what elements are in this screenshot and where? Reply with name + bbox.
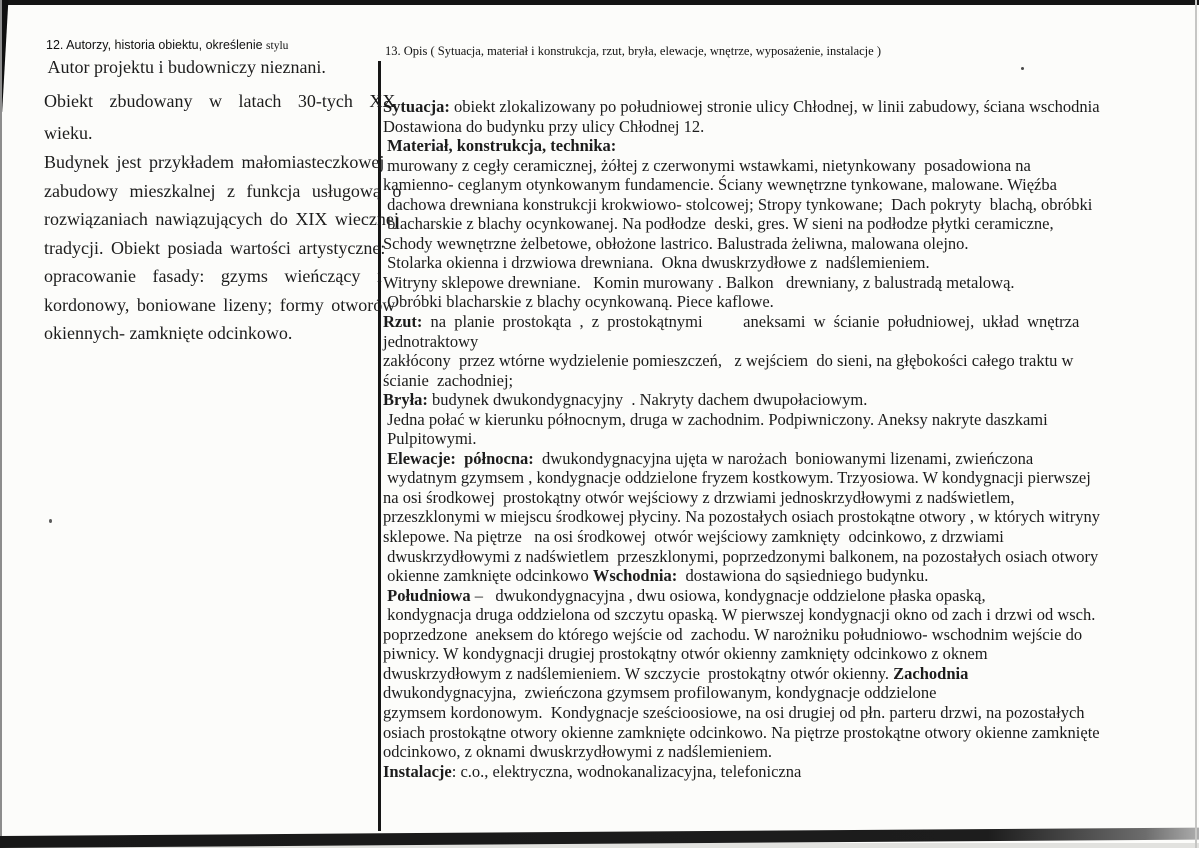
text-line xyxy=(44,319,378,348)
text-run: osiach prostokątne otwory okienne zamknięte odcinkowo. Na piętrze prostokątne otwory okienne zamknięte xyxy=(383,722,1100,742)
text-run: okienne zamknięte odcinkowo xyxy=(383,566,593,586)
text-line xyxy=(383,195,1145,215)
text-run: ścianie zachodniej; xyxy=(383,370,514,390)
text-line xyxy=(383,762,1145,782)
ink-speck-artifact xyxy=(1021,67,1024,70)
text-line xyxy=(383,332,1145,352)
text-line xyxy=(383,214,1145,234)
text-line xyxy=(44,84,396,118)
text-line xyxy=(383,488,1145,508)
text-run: budynek dwukondygnacyjny . Nakryty dachem dwupołaciowym. xyxy=(427,390,868,410)
text-run: gzymsem kordonowym. Kondygnacje sześcioosiowe, na osi drugiej od płn. parteru drzwi, na pozostałych xyxy=(383,702,1085,722)
text-line xyxy=(383,605,1145,625)
text-line xyxy=(383,175,1145,195)
left-edge-artifact xyxy=(0,0,2,848)
text-run: odcinkowo, z oknami dwuskrzydłowymi z nadślemieniem. xyxy=(383,742,773,762)
text-line xyxy=(383,390,1145,410)
section-12-text xyxy=(44,50,402,348)
column-divider xyxy=(378,61,381,831)
text-run: Obiekt zbudowany w latach 30-tych XX xyxy=(44,91,396,111)
text-run: dostawiona do sąsiedniego budynku. xyxy=(677,566,929,586)
text-run: dwukondygnacyjna ujęta w narożach boniowanymi lizenami, zwieńczona xyxy=(533,448,1034,468)
section-12-header-suffix: stylu xyxy=(266,40,289,52)
text-line xyxy=(383,625,1145,645)
text-line xyxy=(383,117,1145,137)
text-run: kamienno- ceglanym otynkowanym fundamencie. Ściany wewnętrzne tynkowane, malowane. Więźba xyxy=(383,175,1057,195)
right-edge-artifact xyxy=(1195,0,1197,848)
text-run: obiekt zlokalizowany po południowej stronie ulicy Chłodnej, w linii zabudowy, ściana wschodnia xyxy=(449,97,1100,116)
text-line xyxy=(44,291,396,320)
text-run: Budynek jest przykładem małomiasteczkowej xyxy=(44,152,385,172)
top-edge-artifact xyxy=(0,0,1199,5)
text-run: jednotraktowy xyxy=(383,331,479,351)
text-line xyxy=(383,468,1145,488)
text-line xyxy=(383,292,1145,312)
text-run: wydatnym gzymsem , kondygnacje oddzielone fryzem kostkowym. Trzyosiowa. W kondygnacji pierwszej xyxy=(383,468,1091,488)
text-run: na planie prostokąta , z prostokątnymi aneksami w ścianie południowej, układ wnętrza xyxy=(422,312,1080,332)
text-run: dwukondygnacyjna, zwieńczona gzymsem profilowanym, kondygnacje oddzielone xyxy=(383,683,937,703)
text-run: Autor projektu i budowniczy nieznani. xyxy=(44,57,326,77)
text-run: Pulpitowymi. xyxy=(383,429,477,449)
text-run: na osi środkowej prostokątny otwór wejściowy z drzwiami jednoskrzydłowymi z nadświetlem, xyxy=(383,487,1015,507)
text-line xyxy=(383,351,1145,371)
text-run-bold: Elewacje: północna: xyxy=(383,448,534,468)
text-run: rozwiązaniach nawiązujących do XIX wiecznej xyxy=(44,209,399,229)
text-line xyxy=(383,683,1145,703)
text-line xyxy=(383,742,1145,762)
text-run-bold: Zachodnia xyxy=(893,663,969,683)
text-line xyxy=(383,527,1145,547)
text-run: Schody wewnętrzne żelbetowe, obłożone lastrico. Balustrada żeliwna, malowana olejno. xyxy=(383,233,969,253)
text-line xyxy=(383,410,1145,430)
text-line xyxy=(383,234,1145,254)
text-run: zakłócony przez wtórne wydzielenie pomieszczeń, z wejściem do sieni, na głębokości całego traktu w xyxy=(383,351,1074,371)
text-line xyxy=(383,312,1145,332)
text-run: dachowa drewniana konstrukcji krokwiowo- stolcowej; Stropy tynkowane; Dach pokryty blachą, obróbki xyxy=(383,194,1093,214)
text-line xyxy=(383,664,1145,684)
text-line xyxy=(44,177,402,206)
text-line xyxy=(383,723,1145,743)
text-run-bold: Instalacje xyxy=(383,761,452,781)
text-line xyxy=(383,253,1145,273)
text-run-bold: Rzut: xyxy=(383,312,423,332)
text-run: okiennych- zamknięte odcinkowo. xyxy=(44,323,293,343)
text-line xyxy=(383,97,1145,117)
text-run: – dwukondygnacyjna , dwu osiowa, kondygnacje oddzielone płaska opaską, xyxy=(470,585,986,605)
text-run: sklepowe. Na piętrze na osi środkowej otwór wejściowy zamknięty odcinkowo, z drzwiami xyxy=(383,527,1004,547)
text-line xyxy=(383,449,1145,469)
text-run: Jedna połać w kierunku północnym, druga w zachodnim. Podpiwniczony. Aneksy nakryte daszkami xyxy=(383,409,1048,429)
text-run: przeszklonymi w miejscu środkowej płyciny. Na pozostałych osiach prostokątne otwory , w których witryny xyxy=(383,507,1100,527)
text-run: : c.o., elektryczna, wodnokanalizacyjna, telefoniczna xyxy=(451,761,802,781)
text-line xyxy=(383,507,1145,527)
section-13-text xyxy=(383,97,1145,781)
text-run: kondygnacja druga oddzielona od szczytu opaską. W pierwszej kondygnacji okno od zach i drzwi od wsch. xyxy=(383,605,1096,625)
text-line xyxy=(44,118,378,148)
text-run: Stolarka okienna i drzwiowa drewniana. Okna dwuskrzydłowe z nadślemieniem. xyxy=(383,253,930,273)
text-line xyxy=(383,644,1145,664)
text-line xyxy=(383,703,1145,723)
text-run: opracowanie fasady: gzyms wieńczący i xyxy=(44,266,382,286)
text-line xyxy=(383,136,1145,156)
text-line xyxy=(44,234,386,263)
text-run-bold: Materiał, konstrukcja, technika: xyxy=(383,136,617,156)
text-line xyxy=(44,205,399,234)
text-line xyxy=(383,547,1145,567)
text-run-bold: Bryła: xyxy=(383,390,428,410)
text-run-bold: Wschodnia: xyxy=(592,566,678,586)
text-run: Witryny sklepowe drewniane. Komin murowany . Balkon drewniany, z balustradą metalową. xyxy=(383,272,1015,292)
text-run: Obróbki blacharskie z blachy ocynkowaną. Piece kaflowe. xyxy=(383,292,774,312)
text-run: wieku. xyxy=(44,123,93,143)
text-line xyxy=(383,156,1145,176)
text-run-bold: Południowa xyxy=(383,585,471,605)
text-run: dwuskrzydłowymi z nadświetlem przeszklonymi, poprzedzonymi balkonem, na pozostałych osiach otwory xyxy=(383,546,1099,566)
text-line xyxy=(383,586,1145,606)
ink-speck-artifact xyxy=(49,519,52,523)
text-line xyxy=(383,371,1145,391)
text-line xyxy=(44,50,378,84)
text-run: Dostawiona do budynku przy ulicy Chłodnej 12. xyxy=(383,116,705,136)
text-run: poprzedzone aneksem do którego wejście od zachodu. W narożniku południowo- wschodnim wejście do xyxy=(383,624,1083,644)
text-run: dwuskrzydłowym z nadślemieniem. W szczycie prostokątny otwór okienny. xyxy=(383,663,894,683)
text-line xyxy=(383,566,1145,586)
text-run: kordonowy, boniowane lizeny; formy otworów xyxy=(44,294,396,315)
text-line xyxy=(383,273,1145,293)
section-13-header: 13. Opis ( Sytuacja, materiał i konstrukcja, rzut, bryła, elewacje, wnętrze, wyposażenie, instalacje ) xyxy=(385,44,881,58)
text-line xyxy=(44,262,382,291)
text-run-bold: Sytuacja: xyxy=(383,97,450,116)
text-run: piwnicy. W kondygnacji drugiej prostokątny otwór okienny zamknięty odcinkowo z oknem xyxy=(383,644,988,664)
text-run: zabudowy mieszkalnej z funkcja usługową o xyxy=(44,180,402,201)
text-line xyxy=(383,429,1145,449)
text-line xyxy=(44,148,385,177)
text-run: tradycji. Obiekt posiada wartości artystyczne: xyxy=(44,237,386,258)
text-run: murowany z cegły ceramicznej, żółtej z czerwonymi wstawkami, nietynkowany posadowiona na xyxy=(383,155,1031,175)
section-12-header-label: 12. Autorzy, historia obiektu, określenie xyxy=(46,38,267,52)
text-run: blacharskie z blachy ocynkowanej. Na podłodze deski, gres. W sieni na podłodze płytki ceramiczne, xyxy=(383,214,1054,234)
